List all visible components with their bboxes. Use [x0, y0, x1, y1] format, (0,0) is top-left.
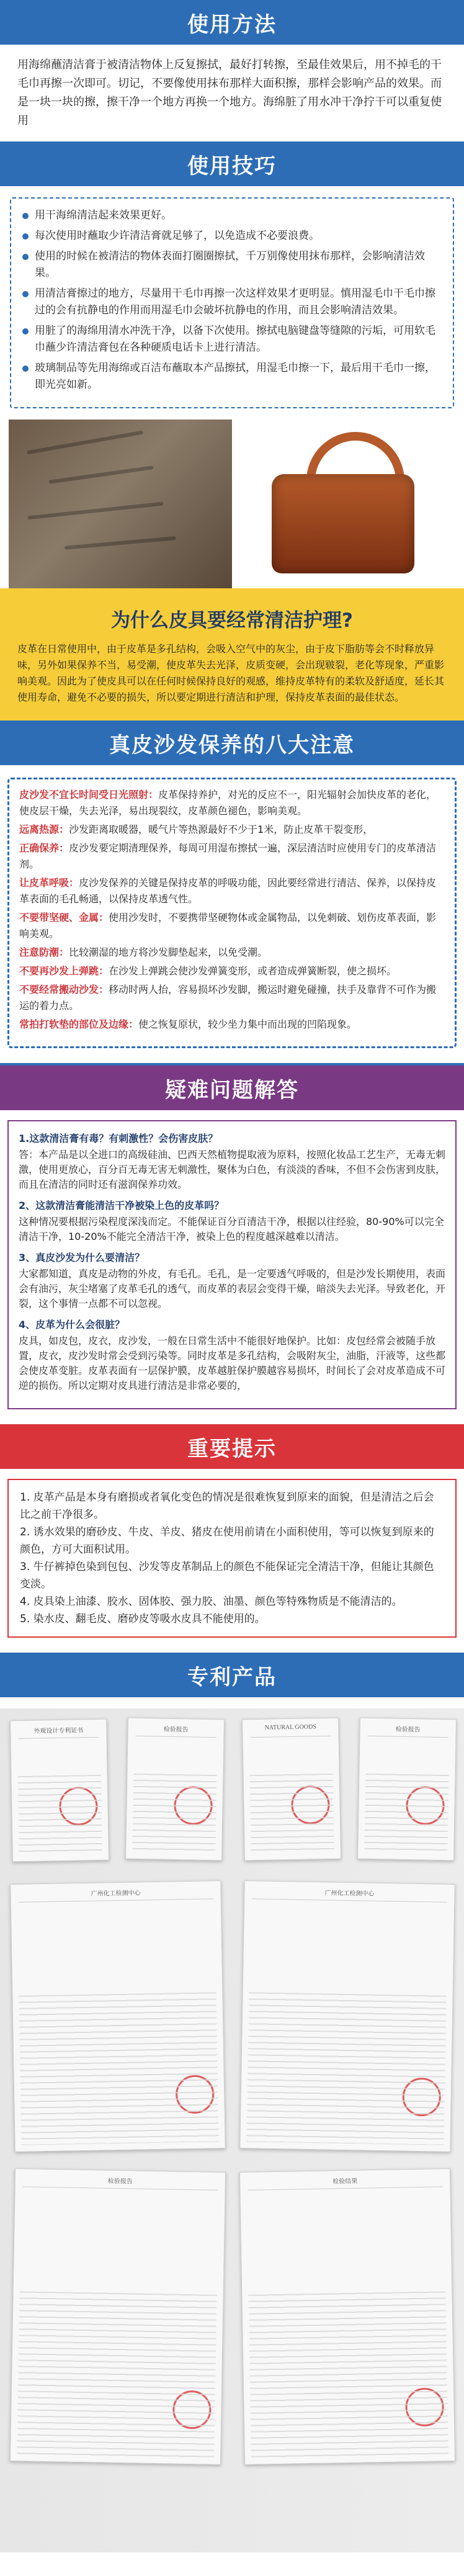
care-item-6: 注意防潮：比较潮湿的地方将沙发脚垫起来，以免受潮。	[19, 946, 268, 958]
bullet-dot-icon	[22, 366, 29, 372]
tip-item-3: 使用的时候在被清洁的物体表面打圈圈擦拭，千万别像使用抹布那样，会影响清洁效果。	[22, 248, 442, 282]
care-item-4: 让皮革呼吸：皮沙发保养的关键是保持皮革的呼吸功能，因此要经常进行清洁、保养，以保持皮革表面的毛孔畅通，以保持皮革透气性。	[19, 877, 437, 905]
notice-line-3: 3. 牛仔裤掉色染到包包、沙发等皮革制品上的颜色不能保证完全清洁干净，但能让其颜色变淡。	[20, 1561, 434, 1591]
certificate-card-6: 广州化工检测中心	[239, 1880, 455, 2152]
bullet-dot-icon	[22, 213, 29, 219]
care-item-5: 不要带坚硬、金属：使用沙发时，不要携带坚硬物体或金属物品，以免刺破、划伤皮革表面，影响美观。	[19, 912, 437, 940]
certificate-card-7: 检验报告	[10, 2168, 226, 2465]
qa-answer-2: 这种情况要根据污染程度深浅而定。不能保证百分百清洁干净，根据以往经验，80-90%可以完全清洁干净，10-20%不能完全清洁干净，被染上色的程度越深越难以清洁。	[19, 1216, 444, 1242]
tip-item-2: 每次使用时蘸取少许清洁膏就足够了，以免造成不必要浪费。	[22, 228, 442, 245]
care-item-7: 不要再沙发上弹跳：在沙发上弹跳会使沙发弹簧变形，或者造成弹簧断裂，使之损坏。	[19, 965, 397, 977]
care-item-9: 常拍打软垫的部位及边缘：使之恢复原状，较少坐力集中而出现的凹陷现象。	[19, 1018, 357, 1030]
bullet-dot-icon	[22, 291, 29, 297]
sofa-photo	[9, 420, 232, 588]
why-clean-text: 皮革在日常使用中，由于皮革是多孔结构，会吸入空气中的灰尘，由于皮下脂肪等会不时释放异味，另外如果保养不当，易受潮，使皮革失去光泽，皮质变硬，会出现皲裂，老化等现象，严重影响美观。因此为了使皮具可以在任何时候保持良好的观感，维持皮革特有的柔软及舒适度，延长其使用寿命，避免不必要的损失，所以要定期进行清洁和护理，保持皮革表面的最佳状态。	[17, 643, 445, 703]
certificate-card-1: 外观设计专利证书	[10, 1719, 109, 1862]
tip-item-6: 玻璃制品等先用海绵或百洁布蘸取本产品擦拭，用湿毛巾擦一下，最后用干毛巾一擦，即光亮如新。	[22, 360, 442, 393]
why-clean-title: 为什么皮具要经常清洁护理?	[111, 609, 353, 632]
qa-question-1: 1.这款清洁膏有毒？有刺激性？会伤害皮肤？	[19, 1133, 218, 1144]
bullet-dot-icon	[22, 254, 29, 260]
section-usage-title: 使用方法	[0, 0, 464, 45]
qa-question-3: 3、真皮沙发为什么要清洁？	[19, 1252, 145, 1263]
care-item-1: 皮沙发不宜长时间受日光照射：皮革保持养护，对光的反应不一，阳光辐射会加快皮革的老化，使皮层干燥，失去光泽，易出现裂纹，皮革颜色褪色，影响美观。	[19, 789, 437, 817]
red-stamp-icon	[406, 1786, 445, 1825]
tip-item-4: 用清洁膏擦过的地方，尽量用干毛巾再擦一次这样效果才更明显。慎用湿毛巾干毛巾擦过的会有抗静电的作用而用湿毛巾会破坏抗静电的作用，而且会影响清洁效果。	[22, 285, 442, 319]
section-notice-title: 重要提示	[0, 1424, 464, 1469]
qa-question-4: 4、皮革为什么会很脏？	[19, 1319, 125, 1331]
qa-question-2: 2、这款清洁膏能清洁干净被染上色的皮革吗？	[19, 1200, 225, 1211]
qa-answer-4: 皮具，如皮包，皮衣，皮沙发，一般在日常生活中不能很好地保护。比如：皮包经常会被随手放置，皮衣，皮沙发时常会受到污染等。同时皮革是多孔结构，会吸附灰尘，油脂，汗液等，这些都会使皮革变脏。皮革表面有一层保护膜，皮革越脏保护膜越容易损坏，时间长了会对皮革造成不可逆的损伤。所以定期对皮具进行清洁是非常必要的，	[19, 1335, 446, 1391]
certificate-card-3: NATURAL GOODS	[242, 1718, 341, 1861]
care-item-3: 正确保养：皮沙发要定期清理保养，每周可用湿布擦拭一遍，深层清洁时应使用专门的皮革清洁剂。	[19, 842, 437, 870]
notice-line-1: 1. 皮革产品是本身有磨损或者氧化变色的情况是很难恢复到原来的面貌，但是清洁之后会比之前干净很多。	[20, 1491, 434, 1521]
qa-answer-3: 大家都知道，真皮是动物的外皮，有毛孔。毛孔，是一定要透气呼吸的，但是沙发长期使用，表面会有油污，灰尘堵塞了皮革毛孔的透气，而皮革的表层会变得干燥，暗淡失去光泽。导致老化，开裂，这个事情一点都不可以忽视。	[19, 1268, 446, 1309]
red-stamp-icon	[174, 1786, 213, 1825]
tips-panel	[10, 197, 454, 408]
care-item-8: 不要经常搬动沙发：移动时两人抬，容易损坏沙发脚，搬运时避免碰撞，扶手及靠背不可作为搬运的着力点。	[19, 984, 437, 1012]
red-stamp-icon	[402, 2078, 441, 2117]
red-stamp-icon	[176, 2075, 215, 2114]
section-qa-title: 疑难问题解答	[0, 1066, 464, 1110]
qa-panel	[7, 1120, 457, 1409]
certificate-card-5: 广州化工检测中心	[10, 1880, 225, 2152]
certificate-card-4: 检验报告	[357, 1718, 457, 1861]
care-panel	[7, 778, 457, 1048]
bullet-dot-icon	[22, 328, 29, 334]
section-patent-title: 专利产品	[0, 1653, 464, 1697]
certificate-card-2: 检验报告	[125, 1718, 225, 1861]
usage-text: 用海绵蘸清洁膏于被清洁物体上反复擦拭，最好打转擦，至最佳效果后，用不掉毛的干毛巾再擦一次即可。切记，不要像使用抹布那样大面积擦，那样会影响产品的效果。而是一块一块的擦，擦干净一个地方再换一个地方。海绵脏了用水冲干净拧干可以重复使用	[17, 58, 442, 127]
certificate-card-8: 检验结果	[239, 2168, 455, 2465]
section-tips-title: 使用技巧	[0, 141, 464, 186]
tip-item-5: 用脏了的海绵用清水冲洗干净，以备下次使用。擦拭电脑键盘等缝隙的污垢，可用软毛巾蘸少许清洁膏包在各种硬质电话卡上进行清洁。	[22, 323, 442, 356]
product-photos	[0, 420, 464, 588]
notice-line-5: 5. 染水皮、翻毛皮、磨砂皮等吸水皮具不能使用的。	[20, 1613, 265, 1625]
bullet-dot-icon	[22, 233, 29, 240]
qa-answer-1: 答：本产品是以全进口的高级硅油、巴西天然植物提取液为原料，按照化妆品工艺生产，无毒无刺激，使用更放心，百分百无毒无害无刺激性，聚体为白色，有淡淡的香味，不但不会伤害到皮肤，而且在清洁的同时还有滋润保养功效。	[19, 1149, 446, 1190]
why-clean-panel	[0, 588, 464, 720]
certificate-gallery	[0, 1708, 464, 2552]
notice-line-4: 4. 皮具染上油漆、胶水、固体胶、强力胶、油墨、颜色等特殊物质是不能清洁的。	[20, 1595, 403, 1608]
section-care-title: 真皮沙发保养的八大注意	[0, 720, 464, 765]
red-stamp-icon	[291, 1785, 330, 1824]
leather-bag-photo	[232, 420, 455, 588]
red-stamp-icon	[172, 2390, 212, 2430]
notice-panel	[7, 1479, 457, 1638]
red-stamp-icon	[59, 1787, 98, 1826]
care-item-2: 远离热源：沙发距离取暖器，暖气片等热源最好不少于1米，防止皮革干裂变形，	[19, 824, 373, 835]
tip-item-1: 用干海绵清洁起来效果更好。	[22, 207, 442, 224]
red-stamp-icon	[405, 2387, 444, 2426]
notice-line-2: 2. 诱水效果的磨砂皮、牛皮、羊皮、猪皮在使用前请在小面积使用，等可以恢复到原来的颜色，方可大面积试用。	[20, 1526, 434, 1556]
